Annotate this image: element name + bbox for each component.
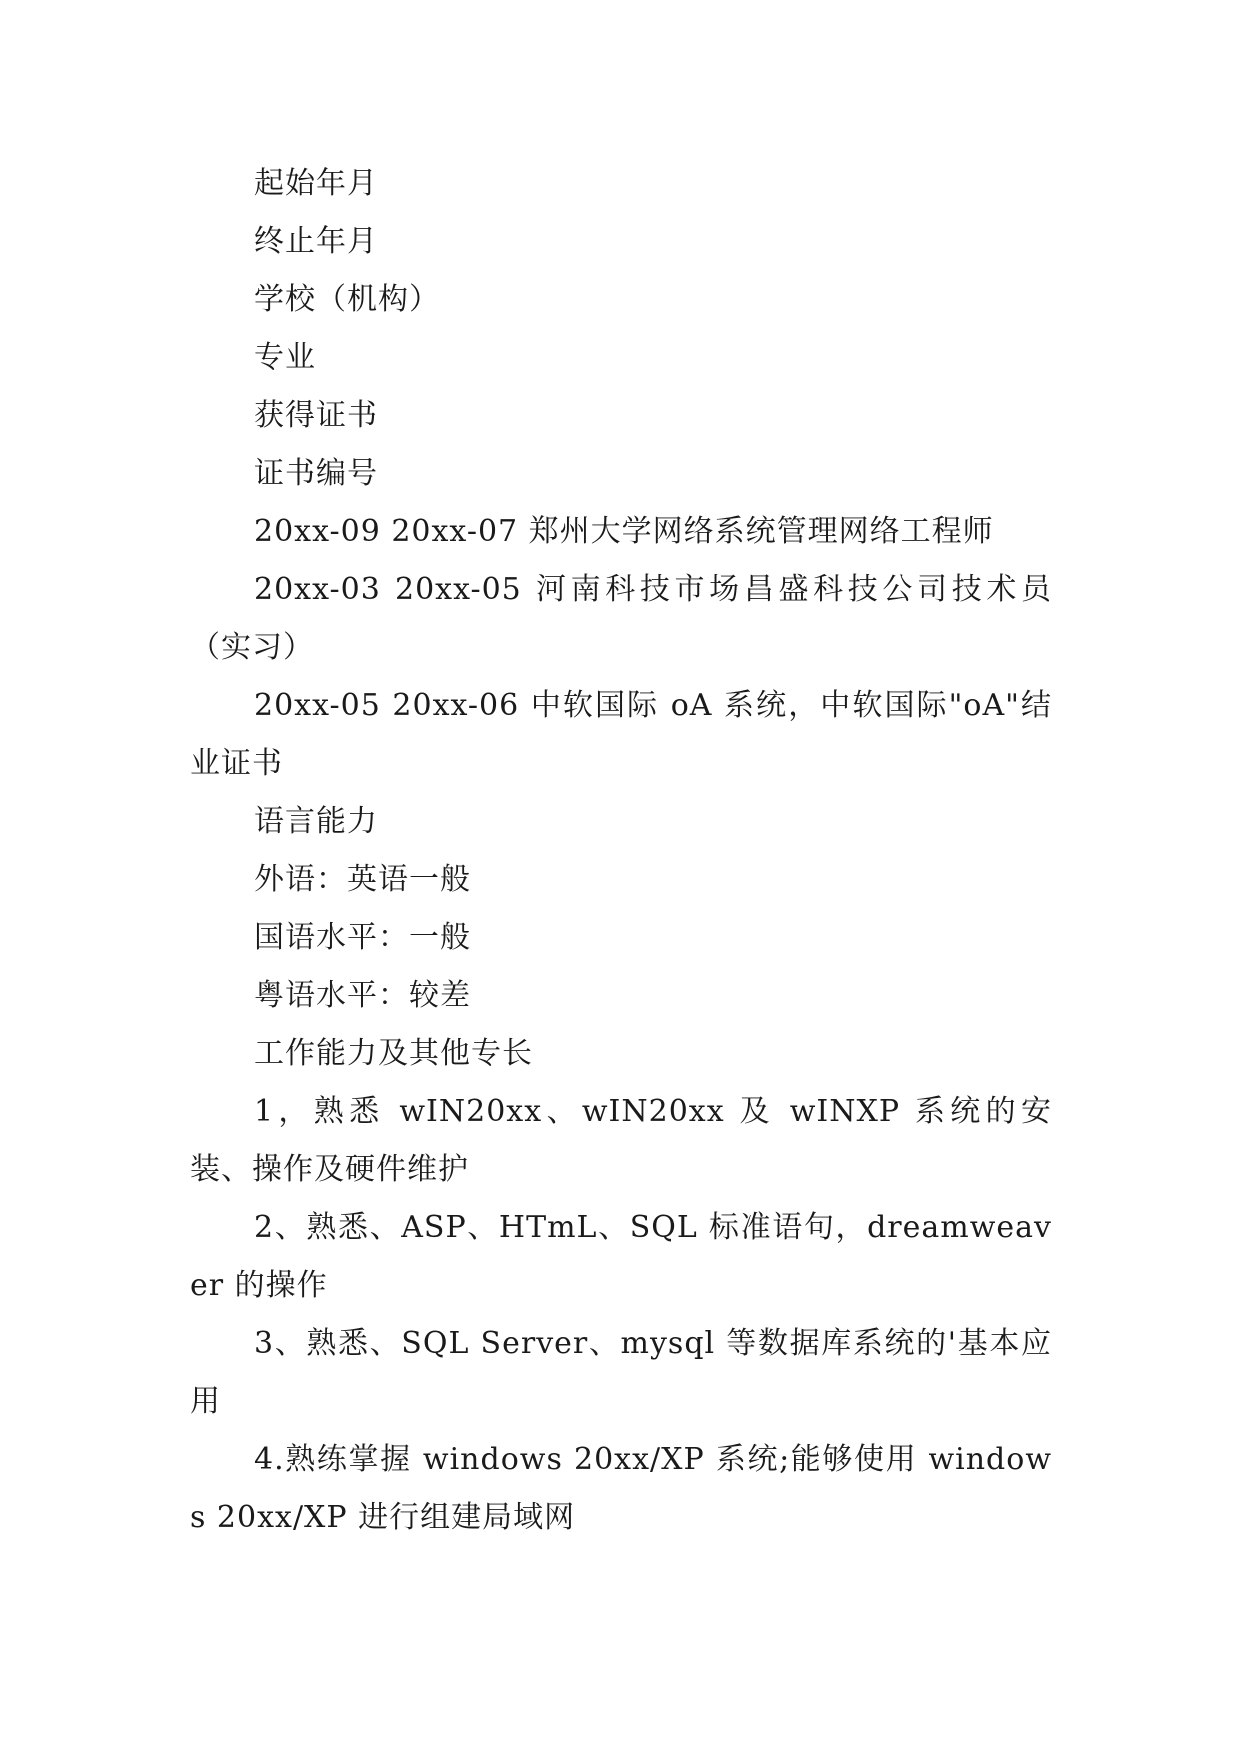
language-foreign: 外语：英语一般 [254, 862, 471, 897]
language-cantonese: 粤语水平：较差 [254, 978, 471, 1013]
field-major: 专业 [254, 340, 316, 375]
field-start-date: 起始年月 [254, 166, 378, 201]
section-heading-skills: 工作能力及其他专长 [254, 1036, 533, 1071]
education-entry-1: 20xx-09 20xx-07 郑州大学网络系统管理网络工程师 [254, 514, 994, 549]
education-entry-2: 20xx-03 20xx-05 河南科技市场昌盛科技公司技术员（实习） [190, 572, 1052, 665]
field-school: 学校（机构） [254, 282, 440, 317]
skill-item-2: 2、熟悉、ASP、HTmL、SQL 标准语句，dreamweaver 的操作 [190, 1210, 1052, 1303]
language-mandarin: 国语水平：一般 [254, 920, 471, 955]
field-certificate-number: 证书编号 [254, 456, 378, 491]
section-heading-language: 语言能力 [254, 804, 378, 839]
skill-item-4: 4.熟练掌握 windows 20xx/XP 系统;能够使用 windows 20xx/XP 进行组建局域网 [190, 1442, 1052, 1535]
skill-item-1: 1，熟悉 wIN20xx、wIN20xx 及 wINXP 系统的安装、操作及硬件维护 [190, 1094, 1052, 1187]
field-end-date: 终止年月 [254, 224, 378, 259]
field-certificate: 获得证书 [254, 398, 378, 433]
education-entry-3: 20xx-05 20xx-06 中软国际 oA 系统，中软国际"oA"结业证书 [190, 688, 1052, 781]
skill-item-3: 3、熟悉、SQL Server、mysql 等数据库系统的'基本应用 [190, 1326, 1052, 1419]
document-body [190, 155, 1052, 1547]
